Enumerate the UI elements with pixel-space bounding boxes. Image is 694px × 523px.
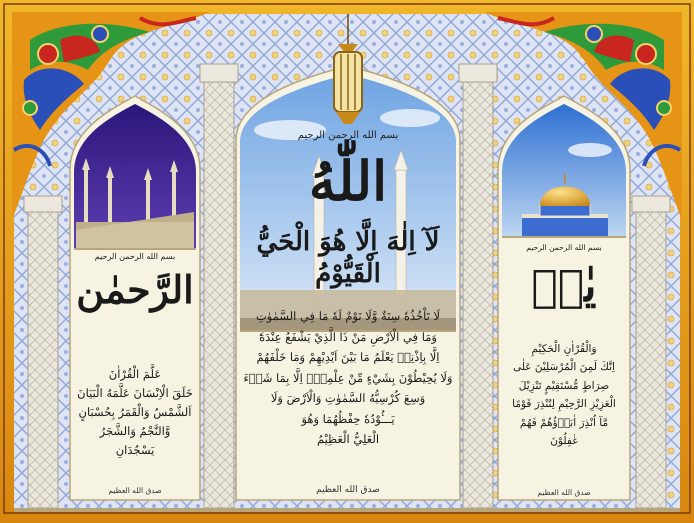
left-title-ar-rahman: الرَّحمٰن — [76, 267, 194, 312]
verse-line: غٰفِلُوْنَ — [550, 435, 578, 448]
verse-line: وَّالنَّجْمُ وَالشَّجَرُ — [99, 424, 171, 438]
verse-line: مَّآ اُنْذِرَ اٰبَاۗؤُهُمْ فَهُمْ — [519, 416, 609, 429]
verse-line: وَسِعَ كُرْسِيُّهُ السَّمٰوٰتِ وَالْاَرْضَ وَلَا — [270, 391, 426, 405]
verse-line: وَمَا فِي الْاَرْضِ مَنْ ذَا الَّذِيْ يَشْفَعُ عِنْدَهٗٓ — [259, 329, 437, 344]
right-basmala: بسم الله الرحمن الرحیم — [526, 243, 602, 252]
verse-line: يَـــُٔوْدُهٗ حِفْظُهُمَا وَهُوَ — [301, 411, 395, 426]
center-basmala: بسم الله الرحمن الرحیم — [297, 130, 399, 141]
center-heading-ayatul-kursi: لَآ اِلٰهَ اِلَّا هُوَ الْحَيُّ الْقَيُّوْمُ — [256, 227, 440, 289]
verse-line: اِلَّا بِاِذْنِهٖ يَعْلَمُ مَا بَيْنَ اَيْدِيْهِمْ وَمَا خَلْفَهُمْ — [256, 350, 440, 364]
center-verse-lines — [237, 306, 459, 450]
verse-line: الْعَزِيْزِ الرَّحِيْمِ لِتُنْذِرَ قَوْمًا — [512, 398, 616, 411]
center-signature: صدق الله العظیم — [316, 485, 380, 495]
left-verse-lines — [74, 365, 196, 460]
left-signature: صدق الله العظیم — [108, 486, 162, 495]
verse-line: لَا تَاْخُذُهٗ سِنَةٌ وَّلَا نَوْمٌ لَهٗ مَا فِي السَّمٰوٰتِ — [255, 309, 441, 323]
verse-line: عَلَّمَ الْقُرْاٰنَ — [108, 367, 162, 381]
right-title-yasin: يٰسۗ — [531, 261, 597, 312]
verse-line: وَالْقُرْاٰنِ الْحَكِيْمِ — [531, 343, 597, 355]
left-basmala: بسم الله الرحمن الرحیم — [94, 252, 176, 261]
verse-line: صِرَاطٍ مُّسْتَقِيْمٍ تَنْزِيْلَ — [518, 379, 610, 392]
verse-line: اِنَّكَ لَمِنَ الْمُرْسَلِيْنَ عَلٰى — [513, 361, 615, 374]
verse-line: خَلَقَ الْاِنْسَانَ عَلَّمَهُ الْبَيَانَ — [77, 386, 193, 400]
right-signature: صدق الله العظیم — [537, 488, 591, 497]
verse-line: اَلشَّمْسُ وَالْقَمَرُ بِحُسْبَانٍ — [78, 405, 192, 419]
verse-line: وَلَا يُحِيْطُوْنَ بِشَيْءٍ مِّنْ عِلْمِهٖٓ اِلَّا بِمَا شَاۗءَ — [243, 370, 453, 385]
verse-line: الْعَلِيُّ الْعَظِيْمُ — [316, 432, 380, 446]
verse-line: يَسْجُدَانِ — [115, 443, 155, 457]
center-title-allah: اللّٰهُ — [308, 149, 388, 213]
right-verse-lines — [502, 340, 626, 450]
